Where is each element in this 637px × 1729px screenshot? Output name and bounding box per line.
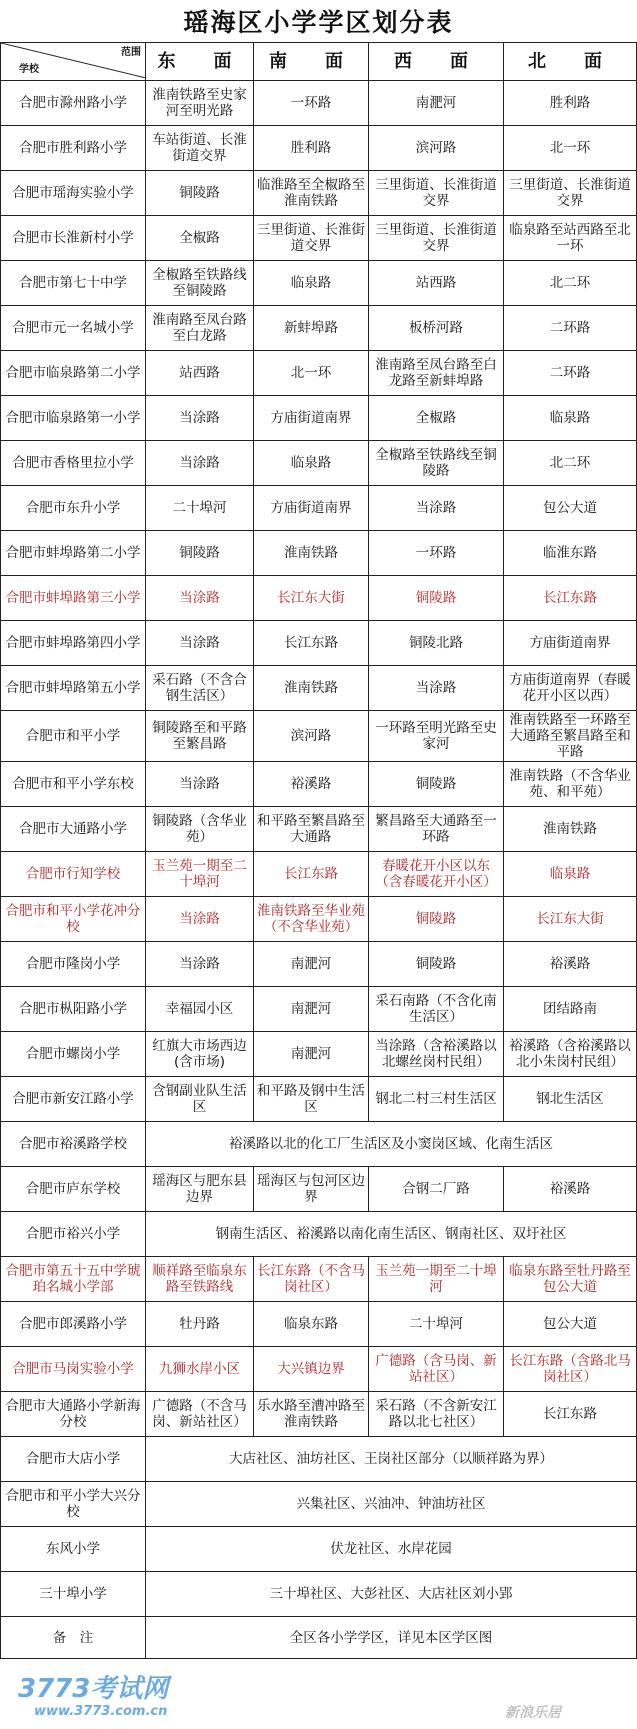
north-boundary-cell: 北二环 <box>504 441 637 486</box>
west-boundary-cell: 铜陵路 <box>369 762 504 807</box>
watermark-domain: www.3773.com.cn <box>34 1704 168 1719</box>
table-row <box>1 1257 637 1302</box>
east-boundary-cell: 含钢副业队生活区 <box>146 1077 254 1122</box>
table-row <box>1 897 637 942</box>
west-boundary-cell: 一环路至明光路至史家河 <box>369 711 504 762</box>
table-row <box>1 441 637 486</box>
table-row <box>1 396 637 441</box>
school-name-cell: 合肥市胜利路小学 <box>1 126 146 171</box>
school-name-cell: 合肥市蚌埠路第三小学 <box>1 576 146 621</box>
school-name-cell: 合肥市蚌埠路第二小学 <box>1 531 146 576</box>
school-name-cell: 合肥市香格里拉小学 <box>1 441 146 486</box>
north-boundary-cell: 团结路南 <box>504 987 637 1032</box>
page-title: 瑶海区小学学区划分表 <box>183 8 454 37</box>
west-boundary-cell: 玉兰苑一期至二十埠河 <box>369 1257 504 1302</box>
south-boundary-cell: 北一环 <box>254 351 369 396</box>
east-boundary-cell: 当涂路 <box>146 621 254 666</box>
west-boundary-cell: 淮南路至凤台路至白龙路至新蚌埠路 <box>369 351 504 396</box>
table-row <box>1 807 637 852</box>
table-row <box>1 1347 637 1392</box>
east-boundary-cell: 瑶海区与肥东县边界 <box>146 1167 254 1212</box>
school-name-cell: 三十埠小学 <box>1 1572 146 1617</box>
south-boundary-cell: 方庙街道南界 <box>254 486 369 531</box>
south-boundary-cell: 南淝河 <box>254 1032 369 1077</box>
north-boundary-cell: 淮南铁路（不含华业苑、和平苑） <box>504 762 637 807</box>
west-boundary-cell: 铜陵路 <box>369 897 504 942</box>
table-header-row <box>1 43 637 81</box>
north-boundary-cell: 三里街道、长淮街道交界 <box>504 171 637 216</box>
east-boundary-cell: 全椒路至铁路线至铜陵路 <box>146 261 254 306</box>
table-row <box>1 852 637 897</box>
school-name-cell: 合肥市元一名城小学 <box>1 306 146 351</box>
west-boundary-cell: 采石南路（不含化南生活区） <box>369 987 504 1032</box>
north-boundary-cell: 临泉路 <box>504 396 637 441</box>
school-name-cell: 合肥市和平小学东校 <box>1 762 146 807</box>
south-boundary-cell: 临泉路 <box>254 441 369 486</box>
west-boundary-cell: 三里街道、长淮街道交界 <box>369 216 504 261</box>
south-boundary-cell: 乐水路至漕冲路至淮南铁路 <box>254 1392 369 1437</box>
south-boundary-cell: 长江东大街 <box>254 576 369 621</box>
watermark-partner: 新浪乐居 <box>505 1705 561 1721</box>
south-boundary-cell: 胜利路 <box>254 126 369 171</box>
south-boundary-cell: 淮南铁路 <box>254 531 369 576</box>
south-boundary-cell: 南淝河 <box>254 942 369 987</box>
south-boundary-cell: 方庙街道南界 <box>254 396 369 441</box>
west-boundary-cell: 广德路（含马岗、新站社区） <box>369 1347 504 1392</box>
north-boundary-cell: 二环路 <box>504 351 637 396</box>
north-boundary-cell: 方庙街道南界 <box>504 621 637 666</box>
school-name-cell: 合肥市行知学校 <box>1 852 146 897</box>
district-range-cell: 全区各小学学区，详见本区学区图 <box>146 1617 637 1659</box>
west-boundary-cell: 铜陵路 <box>369 576 504 621</box>
south-boundary-cell: 淮南铁路至华业苑（不含华业苑） <box>254 897 369 942</box>
school-name-cell: 合肥市大店小学 <box>1 1437 146 1482</box>
north-boundary-cell: 北二环 <box>504 261 637 306</box>
school-name-cell: 合肥市裕兴小学 <box>1 1212 146 1257</box>
district-range-cell: 兴集社区、兴油冲、钟油坊社区 <box>146 1482 637 1527</box>
south-boundary-cell: 和平路及钢中生活区 <box>254 1077 369 1122</box>
south-boundary-cell: 临泉路 <box>254 261 369 306</box>
table-row <box>1 762 637 807</box>
school-name-cell: 合肥市临泉路第二小学 <box>1 351 146 396</box>
south-boundary-cell: 和平路至繁昌路至大通路 <box>254 807 369 852</box>
table-row <box>1 1482 637 1527</box>
east-boundary-cell: 二十埠河 <box>146 486 254 531</box>
east-boundary-cell: 当涂路 <box>146 576 254 621</box>
table-row <box>1 1122 637 1167</box>
school-label: 学校 <box>19 64 39 75</box>
school-name-cell: 合肥市第七十中学 <box>1 261 146 306</box>
table-row <box>1 576 637 621</box>
north-boundary-cell: 临淮东路 <box>504 531 637 576</box>
table-row <box>1 1437 637 1482</box>
north-boundary-cell: 包公大道 <box>504 1302 637 1347</box>
school-name-cell: 合肥市和平小学 <box>1 711 146 762</box>
south-boundary-cell: 淮南铁路 <box>254 666 369 711</box>
west-boundary-cell: 当涂路（含裕溪路以北螺丝岗村民组） <box>369 1032 504 1077</box>
west-boundary-cell: 南淝河 <box>369 81 504 126</box>
table-row <box>1 1167 637 1212</box>
school-name-cell: 合肥市和平小学花冲分校 <box>1 897 146 942</box>
west-boundary-cell: 采石路（不含新安江路以北七社区） <box>369 1392 504 1437</box>
south-boundary-cell: 长江东路 <box>254 852 369 897</box>
south-boundary-cell: 长江东路（不含马岗社区） <box>254 1257 369 1302</box>
table-row <box>1 666 637 711</box>
diagonal-header-cell <box>1 43 146 81</box>
west-boundary-cell: 铜陵路 <box>369 942 504 987</box>
west-boundary-cell: 一环路 <box>369 531 504 576</box>
east-boundary-cell: 车站街道、长淮街道交界 <box>146 126 254 171</box>
district-range-cell: 伏龙社区、水岸花园 <box>146 1527 637 1572</box>
table-row <box>1 486 637 531</box>
table-row <box>1 1077 637 1122</box>
east-boundary-cell: 玉兰苑一期至二十埠河 <box>146 852 254 897</box>
east-boundary-cell: 铜陵路至和平路至繁昌路 <box>146 711 254 762</box>
school-name-cell: 合肥市蚌埠路第五小学 <box>1 666 146 711</box>
table-row <box>1 1572 637 1617</box>
north-boundary-cell: 淮南铁路至一环路至大通路至繁昌路至和平路 <box>504 711 637 762</box>
table-row <box>1 171 637 216</box>
table-row <box>1 1212 637 1257</box>
east-boundary-cell: 当涂路 <box>146 762 254 807</box>
table-row <box>1 126 637 171</box>
table-row <box>1 1302 637 1347</box>
south-boundary-cell: 一环路 <box>254 81 369 126</box>
school-name-cell: 东风小学 <box>1 1527 146 1572</box>
north-boundary-cell: 临泉路至站西路至北一环 <box>504 216 637 261</box>
school-name-cell: 合肥市第五十五中学琥珀名城小学部 <box>1 1257 146 1302</box>
north-boundary-cell: 长江东路（含路北马岗社区） <box>504 1347 637 1392</box>
header-east: 东 面 <box>146 43 254 81</box>
table-row <box>1 81 637 126</box>
district-range-cell: 钢南生活区、裕溪路以南化南生活区、钢南社区、双圩社区 <box>146 1212 637 1257</box>
table-row <box>1 1392 637 1437</box>
school-name-cell: 合肥市长淮新村小学 <box>1 216 146 261</box>
header-north: 北 面 <box>504 43 637 81</box>
district-range-cell: 大店社区、油坊社区、王岗社区部分（以顺祥路为界） <box>146 1437 637 1482</box>
east-boundary-cell: 淮南路至凤台路至白龙路 <box>146 306 254 351</box>
north-boundary-cell: 淮南铁路 <box>504 807 637 852</box>
south-boundary-cell: 长江东路 <box>254 621 369 666</box>
school-name-cell: 合肥市新安江路小学 <box>1 1077 146 1122</box>
header-west: 西 面 <box>369 43 504 81</box>
school-name-cell: 合肥市滁州路小学 <box>1 81 146 126</box>
north-boundary-cell: 二环路 <box>504 306 637 351</box>
north-boundary-cell: 裕溪路 <box>504 942 637 987</box>
table-row <box>1 216 637 261</box>
east-boundary-cell: 站西路 <box>146 351 254 396</box>
table-row <box>1 987 637 1032</box>
west-boundary-cell: 铜陵北路 <box>369 621 504 666</box>
west-boundary-cell: 当涂路 <box>369 666 504 711</box>
school-name-cell: 合肥市郎溪路小学 <box>1 1302 146 1347</box>
school-name-cell: 合肥市马岗实验小学 <box>1 1347 146 1392</box>
table-row <box>1 711 637 762</box>
south-boundary-cell: 滨河路 <box>254 711 369 762</box>
school-name-cell: 合肥市临泉路第一小学 <box>1 396 146 441</box>
east-boundary-cell: 红旗大市场西边(含市场) <box>146 1032 254 1077</box>
school-name-cell: 合肥市蚌埠路第四小学 <box>1 621 146 666</box>
table-row <box>1 942 637 987</box>
north-boundary-cell: 裕溪路 <box>504 1167 637 1212</box>
school-name-cell: 合肥市裕溪路学校 <box>1 1122 146 1167</box>
north-boundary-cell: 长江东大街 <box>504 897 637 942</box>
table-row <box>1 351 637 396</box>
south-boundary-cell: 新蚌埠路 <box>254 306 369 351</box>
district-range-cell: 三十埠社区、大彭社区、大店社区刘小郢 <box>146 1572 637 1617</box>
school-name-cell: 合肥市瑶海实验小学 <box>1 171 146 216</box>
north-boundary-cell: 临泉路 <box>504 852 637 897</box>
east-boundary-cell: 当涂路 <box>146 942 254 987</box>
table-row <box>1 531 637 576</box>
east-boundary-cell: 全椒路 <box>146 216 254 261</box>
north-boundary-cell: 北一环 <box>504 126 637 171</box>
east-boundary-cell: 九狮水岸小区 <box>146 1347 254 1392</box>
table-row <box>1 1032 637 1077</box>
west-boundary-cell: 合钢二厂路 <box>369 1167 504 1212</box>
south-boundary-cell: 裕溪路 <box>254 762 369 807</box>
west-boundary-cell: 板桥河路 <box>369 306 504 351</box>
table-row <box>1 1617 637 1659</box>
table-row <box>1 1527 637 1572</box>
table-row <box>1 621 637 666</box>
district-range-cell: 裕溪路以北的化工厂生活区及小窦岗区域、化南生活区 <box>146 1122 637 1167</box>
range-label: 范围 <box>121 47 141 58</box>
school-name-cell: 合肥市螺岗小学 <box>1 1032 146 1077</box>
south-boundary-cell: 临淮路至全椒路至淮南铁路 <box>254 171 369 216</box>
school-name-cell: 合肥市东升小学 <box>1 486 146 531</box>
west-boundary-cell: 全椒路 <box>369 396 504 441</box>
east-boundary-cell: 广德路（不含马岗、新站社区） <box>146 1392 254 1437</box>
north-boundary-cell: 胜利路 <box>504 81 637 126</box>
north-boundary-cell: 方庙街道南界（春暖花开小区以西） <box>504 666 637 711</box>
west-boundary-cell: 钢北二村三村生活区 <box>369 1077 504 1122</box>
south-boundary-cell: 瑶海区与包河区边界 <box>254 1167 369 1212</box>
south-boundary-cell: 三里街道、长淮街道交界 <box>254 216 369 261</box>
east-boundary-cell: 铜陵路 <box>146 171 254 216</box>
west-boundary-cell: 全椒路至铁路线至铜陵路 <box>369 441 504 486</box>
school-name-cell: 合肥市枞阳路小学 <box>1 987 146 1032</box>
west-boundary-cell: 二十埠河 <box>369 1302 504 1347</box>
north-boundary-cell: 长江东路 <box>504 1392 637 1437</box>
north-boundary-cell: 临泉东路至牡丹路至包公大道 <box>504 1257 637 1302</box>
east-boundary-cell: 淮南铁路至史家河至明光路 <box>146 81 254 126</box>
north-boundary-cell: 长江东路 <box>504 576 637 621</box>
east-boundary-cell: 幸福园小区 <box>146 987 254 1032</box>
south-boundary-cell: 大兴镇边界 <box>254 1347 369 1392</box>
school-name-cell: 备 注 <box>1 1617 146 1659</box>
north-boundary-cell: 裕溪路（含裕溪路以北小朱岗村民组） <box>504 1032 637 1077</box>
west-boundary-cell: 站西路 <box>369 261 504 306</box>
table-row <box>1 306 637 351</box>
school-name-cell: 合肥市隆岗小学 <box>1 942 146 987</box>
school-name-cell: 合肥市和平小学大兴分校 <box>1 1482 146 1527</box>
east-boundary-cell: 牡丹路 <box>146 1302 254 1347</box>
school-name-cell: 合肥市大通路小学 <box>1 807 146 852</box>
east-boundary-cell: 铜陵路 <box>146 531 254 576</box>
school-name-cell: 合肥市庐东学校 <box>1 1167 146 1212</box>
east-boundary-cell: 铜陵路（含华业苑） <box>146 807 254 852</box>
east-boundary-cell: 顺祥路至临泉东路至铁路线 <box>146 1257 254 1302</box>
west-boundary-cell: 滨河路 <box>369 126 504 171</box>
school-name-cell: 合肥市大通路小学新海分校 <box>1 1392 146 1437</box>
east-boundary-cell: 采石路（不含合钢生活区） <box>146 666 254 711</box>
north-boundary-cell: 包公大道 <box>504 486 637 531</box>
table-row <box>1 261 637 306</box>
east-boundary-cell: 当涂路 <box>146 441 254 486</box>
district-table <box>0 42 637 1659</box>
header-south: 南 面 <box>254 43 369 81</box>
west-boundary-cell: 繁昌路至大通路至一环路 <box>369 807 504 852</box>
north-boundary-cell: 钢北生活区 <box>504 1077 637 1122</box>
east-boundary-cell: 当涂路 <box>146 396 254 441</box>
west-boundary-cell: 当涂路 <box>369 486 504 531</box>
watermark-brand: 3773考试网 <box>18 1674 169 1704</box>
west-boundary-cell: 三里街道、长淮街道交界 <box>369 171 504 216</box>
south-boundary-cell: 南淝河 <box>254 987 369 1032</box>
east-boundary-cell: 当涂路 <box>146 897 254 942</box>
south-boundary-cell: 临泉东路 <box>254 1302 369 1347</box>
west-boundary-cell: 春暖花开小区以东（含春暖花开小区） <box>369 852 504 897</box>
